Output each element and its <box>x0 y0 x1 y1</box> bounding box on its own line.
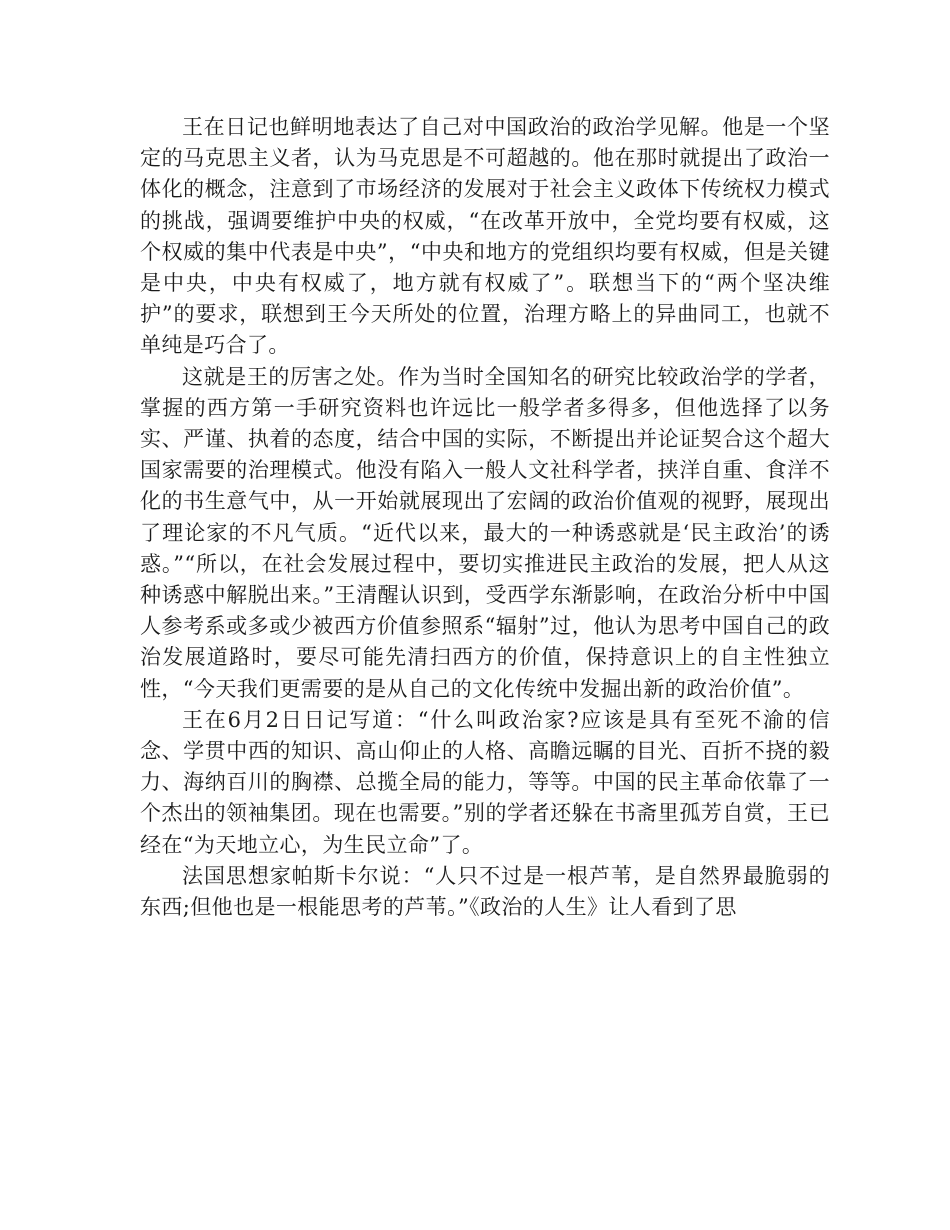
paragraph-3: 王在6月2日日记写道：“什么叫政治家?应该是具有至死不渝的信念、学贯中西的知识、高山仰止的人格、高瞻远瞩的目光、百折不挠的毅力、海纳百川的胸襟、总揽全局的能力，等等。中国的民主革命依靠了一个杰出的领袖集团。现在也需要。”别的学者还躲在书斋里孤芳自赏，王已经在“为天地立心，为生民立命”了。 <box>140 707 830 857</box>
paragraph-4: 法国思想家帕斯卡尔说：“人只不过是一根芦苇，是自然界最脆弱的东西;但他也是一根能思考的芦苇。”《政治的人生》让人看到了思 <box>140 863 830 920</box>
paragraph-1: 王在日记也鲜明地表达了自己对中国政治的政治学见解。他是一个坚定的马克思主义者，认为马克思是不可超越的。他在那时就提出了政治一体化的概念，注意到了市场经济的发展对于社会主义政体下传统权力模式的挑战，强调要维护中央的权威，“在改革开放中，全党均要有权威，这个权威的集中代表是中央”，“中央和地方的党组织均要有权威，但是关键是中央，中央有权威了，地方就有权威了”。联想当下的“两个坚决维护”的要求，联想到王今天所处的位置，治理方略上的异曲同工，也就不单纯是巧合了。 <box>140 115 830 358</box>
document-page <box>140 112 830 923</box>
paragraph-2: 这就是王的厉害之处。作为当时全国知名的研究比较政治学的学者，掌握的西方第一手研究资料也许远比一般学者多得多，但他选择了以务实、严谨、执着的态度，结合中国的实际，不断提出并论证契合这个超大国家需要的治理模式。他没有陷入一般人文社科学者，挟洋自重、食洋不化的书生意气中，从一开始就展现出了宏阔的政治价值观的视野，展现出了理论家的不凡气质。“近代以来，最大的一种诱惑就是‘民主政治’的诱惑。”“所以，在社会发展过程中，要切实推进民主政治的发展，把人从这种诱惑中解脱出来。”王清醒认识到，受西学东渐影响，在政治分析中中国人参考系或多或少被西方价值参照系“辐射”过，他认为思考中国自己的政治发展道路时，要尽可能先清扫西方的价值，保持意识上的自主性独立性，“今天我们更需要的是从自己的文化传统中发掘出新的政治价值”。 <box>140 364 830 701</box>
